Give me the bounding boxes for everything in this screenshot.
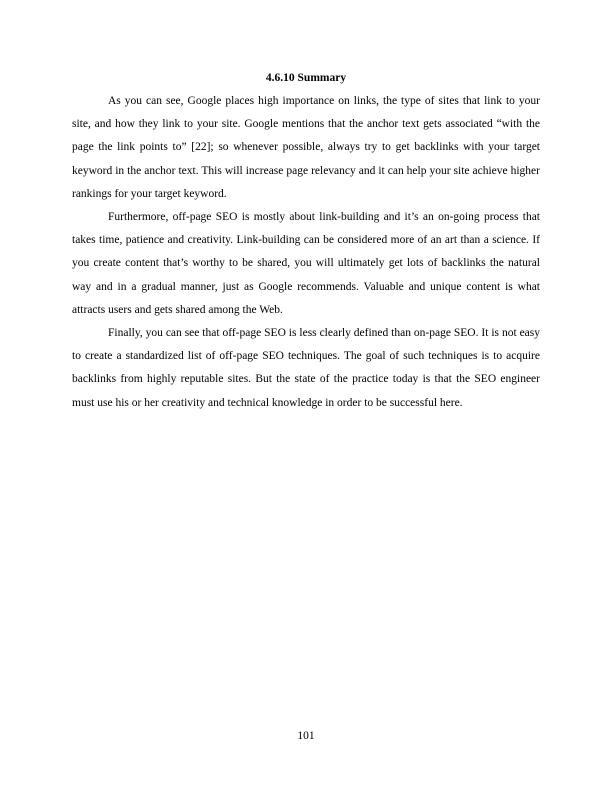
section-body [72, 90, 540, 415]
paragraph-1: As you can see, Google places high importance on links, the type of sites that link to your site, and how they link to your site. Google mentions that the anchor text gets associated “with the page the link points to” [22]; so whenever possible, always try to get backlinks with your target keyword in the anchor text. This will increase page relevancy and it can help your site achieve higher rankings for your target keyword. [72, 95, 540, 200]
page-number: 101 [297, 730, 315, 742]
paragraph-2: Furthermore, off-page SEO is mostly about link-building and it’s an on-going process that takes time, patience and creativity. Link-building can be considered more of an art than a science. If you create content that’s worthy to be shared, you will ultimately get lots of backlinks the natural way and in a gradual manner, just as Google recommends. Valuable and unique content is what attracts users and gets shared among the Web. [72, 211, 540, 316]
section-heading: 4.6.10 Summary [265, 72, 347, 84]
paragraph-3: Finally, you can see that off-page SEO is less clearly defined than on-page SEO. It is not easy to create a standardized list of off-page SEO techniques. The goal of such techniques is to acquire backlinks from highly reputable sites. But the state of the practice today is that the SEO engineer must use his or her creativity and technical knowledge in order to be successful here. [72, 327, 540, 409]
